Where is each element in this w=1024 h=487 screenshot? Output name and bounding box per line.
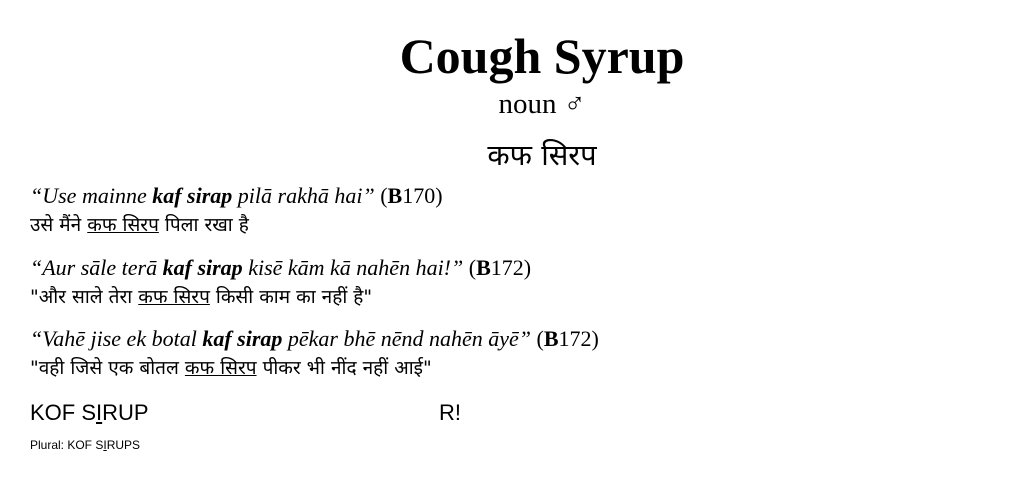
- example-3-ref-prefix: (: [531, 326, 544, 351]
- plural-underlined-char: I: [103, 438, 107, 452]
- example-2-transliteration: [30, 255, 531, 281]
- plural-label: Plural: KOF S: [30, 438, 104, 452]
- romanization-underlined-char: I: [96, 400, 103, 425]
- example-2-dev-after: किसी काम का नहीं है": [209, 286, 373, 308]
- example-1-dev-before: उसे मैंने: [30, 214, 88, 236]
- example-1-open: “Use mainne: [30, 183, 153, 208]
- example-3-dev-underlined: कफ सिरप: [184, 357, 257, 379]
- example-2-ref-num: 172): [490, 255, 532, 280]
- example-3-devanagari: [30, 354, 432, 382]
- example-2-ref-prefix: (: [463, 255, 477, 280]
- plural-form: [30, 436, 140, 454]
- example-3-ref-num: 172): [558, 326, 599, 351]
- romanization-post: RUP: [102, 400, 149, 425]
- example-2-bold: kaf sirap: [162, 255, 243, 280]
- example-3-open: “Vahē jise ek botal: [30, 326, 203, 351]
- example-2-ref-bold: B: [476, 255, 491, 280]
- example-3-transliteration: [30, 326, 599, 352]
- example-1-ref-prefix: (: [374, 183, 388, 208]
- hindi-headword: कफ सिरप: [487, 138, 597, 172]
- example-3-rest: pēkar bhē nēnd nahēn āyē”: [282, 326, 532, 351]
- romanization: [30, 398, 149, 428]
- example-1-ref-num: 170): [402, 183, 443, 208]
- example-2-dev-before: "और साले तेरा: [30, 286, 139, 308]
- example-2-open: “Aur sāle terā: [30, 255, 163, 280]
- example-2-rest: kisē kām kā nahēn hai!”: [242, 255, 464, 280]
- example-1-dev-underlined: कफ सिरप: [87, 214, 159, 236]
- plural-post: RUPS: [106, 438, 141, 452]
- example-1-dev-after: पिला रखा है: [158, 214, 249, 236]
- example-1-ref-bold: B: [387, 183, 403, 208]
- example-3-bold: kaf sirap: [202, 326, 283, 351]
- example-3-ref-bold: B: [543, 326, 559, 351]
- example-3-dev-after: पीकर भी नींद नहीं आई": [256, 357, 432, 379]
- example-1-devanagari: [30, 211, 249, 239]
- romanization-pre: KOF S: [30, 400, 97, 425]
- headword: Cough Syrup: [399, 28, 685, 84]
- example-1-transliteration: [30, 183, 443, 209]
- romanization-mark: R!: [439, 400, 461, 425]
- example-1-rest: pilā rakhā hai”: [232, 183, 375, 208]
- example-2-dev-underlined: कफ सिरप: [138, 286, 210, 308]
- example-2-devanagari: [30, 283, 372, 311]
- example-1-bold: kaf sirap: [152, 183, 233, 208]
- example-3-dev-before: "वही जिसे एक बोतल: [30, 357, 185, 379]
- part-of-speech: noun ♂: [498, 88, 586, 120]
